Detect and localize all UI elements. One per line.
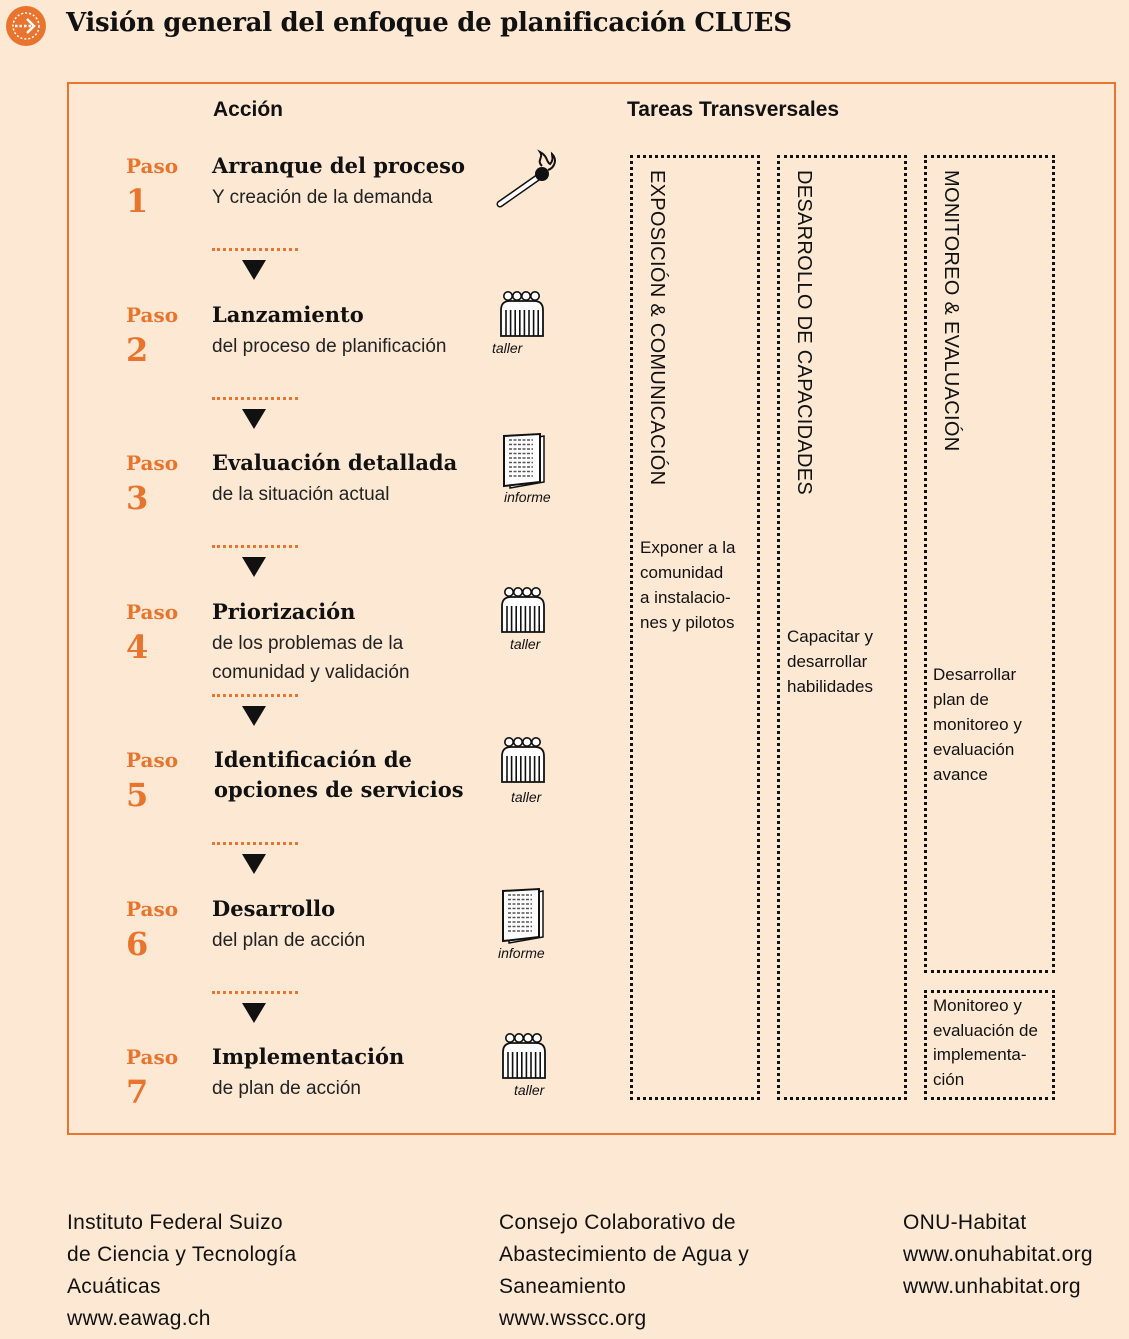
column-monitoring-text: Desarrollar plan de monitoreo y evaluación avance <box>933 665 1022 784</box>
step-6-title: Desarrollo <box>212 895 336 921</box>
monitoring-implementation-text: Monitoreo y evaluación de implementa- ción <box>933 996 1038 1089</box>
footer-wsscc: Consejo Colaborativo de Abastecimiento de Agua y Saneamiento www.wsscc.org <box>499 1211 750 1330</box>
flow-arrow-down-icon <box>242 854 266 874</box>
step-3-subtitle: de la situación actual <box>212 484 390 505</box>
step-6-subtitle: del plan de acción <box>212 929 366 951</box>
step-5-icon-caption: taller <box>511 789 542 805</box>
step-7-title: Implementación <box>212 1044 405 1069</box>
report-icon <box>499 885 545 950</box>
step-4-number: 4 <box>126 627 149 666</box>
step-4-icon-caption: taller <box>510 636 541 652</box>
step-2-title: Lanzamiento <box>212 301 364 327</box>
flow-arrow-down-icon <box>242 1003 266 1023</box>
step-2-number: 2 <box>126 330 149 369</box>
step-5-title: Identificación de <box>214 747 412 772</box>
step-1-subtitle: Y creación de la demanda <box>212 187 433 208</box>
step-2-label: Paso <box>126 302 179 327</box>
step-4-label: Paso <box>126 599 179 624</box>
step-5-label: Paso <box>126 748 179 772</box>
step-7-subtitle: de plan de acción <box>212 1078 361 1099</box>
column-capacity-text: Capacitar y desarrollar habilidades <box>787 627 874 696</box>
flow-connector-dots <box>212 248 298 251</box>
flow-arrow-down-icon <box>242 409 266 429</box>
action-header: Acción <box>213 98 284 121</box>
step-4-title: Priorización <box>212 598 356 624</box>
step-1-title: Arranque del proceso <box>212 153 465 178</box>
workshop-icon <box>499 736 549 791</box>
match-icon <box>496 148 560 217</box>
footer-unhabitat: ONU-Habitat www.onuhabitat.org www.unhabitat.org <box>903 1211 1093 1298</box>
workshop-icon <box>499 586 549 641</box>
footer-eawag: Instituto Federal Suizo de Ciencia y Tecnología Acuáticas www.eawag.ch <box>67 1211 297 1330</box>
step-1-label: Paso <box>126 154 179 178</box>
column-exposure-text: Exponer a la comunidad a instalacio- nes y pilotos <box>640 538 736 632</box>
flow-connector-dots <box>212 694 298 697</box>
step-1-number: 1 <box>126 182 149 220</box>
column-exposure-title: EXPOSICIÓN & COMUNICACIÓN <box>646 170 668 486</box>
step-2-icon-caption: taller <box>492 340 523 356</box>
flow-arrow-down-icon <box>242 557 266 577</box>
step-4-subtitle: comunidad y validación <box>212 661 410 683</box>
flow-connector-dots <box>212 397 298 400</box>
step-7-number: 7 <box>126 1073 149 1111</box>
transversal-header: Tareas Transversales <box>627 98 840 121</box>
step-3-icon-caption: informe <box>504 489 551 505</box>
flow-connector-dots <box>212 991 298 994</box>
column-capacity-title: DESARROLLO DE CAPACIDADES <box>793 170 815 495</box>
step-6-label: Paso <box>126 896 179 921</box>
step-5-number: 5 <box>126 776 149 814</box>
report-icon <box>500 430 546 495</box>
column-monitoring-title: MONITOREO & EVALUACIÓN <box>940 170 962 452</box>
workshop-icon <box>498 290 548 345</box>
flow-connector-dots <box>212 545 298 548</box>
step-2-subtitle: del proceso de planificación <box>212 335 447 357</box>
workshop-icon <box>500 1032 550 1087</box>
step-6-icon-caption: informe <box>498 945 545 961</box>
arrow-right-icon <box>6 6 46 46</box>
page-title: Visión general del enfoque de planificación CLUES <box>66 8 792 38</box>
step-3-number: 3 <box>126 479 149 517</box>
flow-connector-dots <box>212 842 298 845</box>
step-5-title: opciones de servicios <box>214 777 464 802</box>
step-7-icon-caption: taller <box>514 1082 545 1098</box>
step-3-title: Evaluación detallada <box>212 450 458 475</box>
flow-arrow-down-icon <box>242 706 266 726</box>
step-7-label: Paso <box>126 1045 179 1069</box>
step-6-number: 6 <box>126 924 149 963</box>
step-3-label: Paso <box>126 451 179 475</box>
flow-arrow-down-icon <box>242 260 266 280</box>
step-4-subtitle: de los problemas de la <box>212 632 404 654</box>
